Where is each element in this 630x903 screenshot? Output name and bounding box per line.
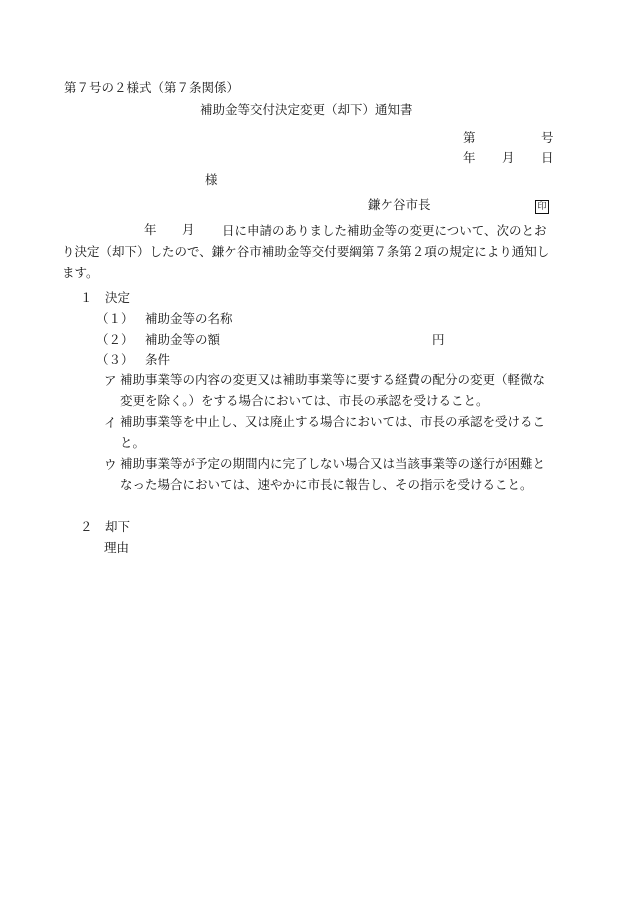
item-2-unit: 円 — [432, 332, 445, 347]
reject-reason-label: 理由 — [104, 540, 130, 555]
doc-date-month: 月 — [502, 150, 515, 165]
doc-number-prefix: 第 — [463, 130, 476, 145]
item-3-label: 条件 — [145, 352, 171, 367]
intro-month: 月 — [182, 222, 195, 237]
doc-number-suffix: 号 — [541, 130, 554, 145]
doc-date-day: 日 — [541, 150, 554, 165]
condition-b-mark: イ — [104, 415, 117, 430]
item-2-label: 補助金等の額 — [145, 332, 221, 347]
condition-c-mark: ウ — [104, 457, 117, 472]
item-2-num: （２） — [96, 332, 134, 347]
intro-year: 年 — [144, 222, 157, 237]
form-label: 第７号の２様式（第７条関係） — [64, 80, 240, 95]
condition-c-text: 補助事業等が予定の期間内に完了しない場合又は当該事業等の遂行が困難となった場合においては、速やかに市長に報告し、その指示を受けること。 — [120, 456, 546, 492]
item-1-label: 補助金等の名称 — [145, 311, 233, 326]
section1-heading: １ 決定 — [80, 290, 131, 305]
item-3-num: （３） — [96, 352, 134, 367]
seal-char: 印 — [535, 200, 549, 214]
addressee-suffix: 様 — [205, 172, 218, 187]
document-title: 補助金等交付決定変更（却下）通知書 — [200, 102, 413, 117]
doc-date-year: 年 — [463, 150, 476, 165]
condition-b-text: 補助事業等を中止し、又は廃止する場合においては、市長の承認を受けること。 — [120, 414, 546, 450]
seal-mark — [535, 196, 549, 214]
condition-a-text: 補助事業等の内容の変更又は補助事業等に要する経費の配分の変更（軽微な変更を除く。）をする場合においては、市長の承認を受けること。 — [120, 372, 546, 408]
section2-heading: ２ 却下 — [80, 519, 131, 534]
issuer-name: 鎌ケ谷市長 — [368, 197, 431, 212]
intro-paragraph: 日に申請のありました補助金等の変更について、次のとおり決定（却下）したので、鎌ケ谷市補助金等交付要綱第７条第２項の規定により通知します。 — [62, 223, 550, 280]
item-1-num: （１） — [96, 311, 134, 326]
condition-a-mark: ア — [104, 373, 117, 388]
